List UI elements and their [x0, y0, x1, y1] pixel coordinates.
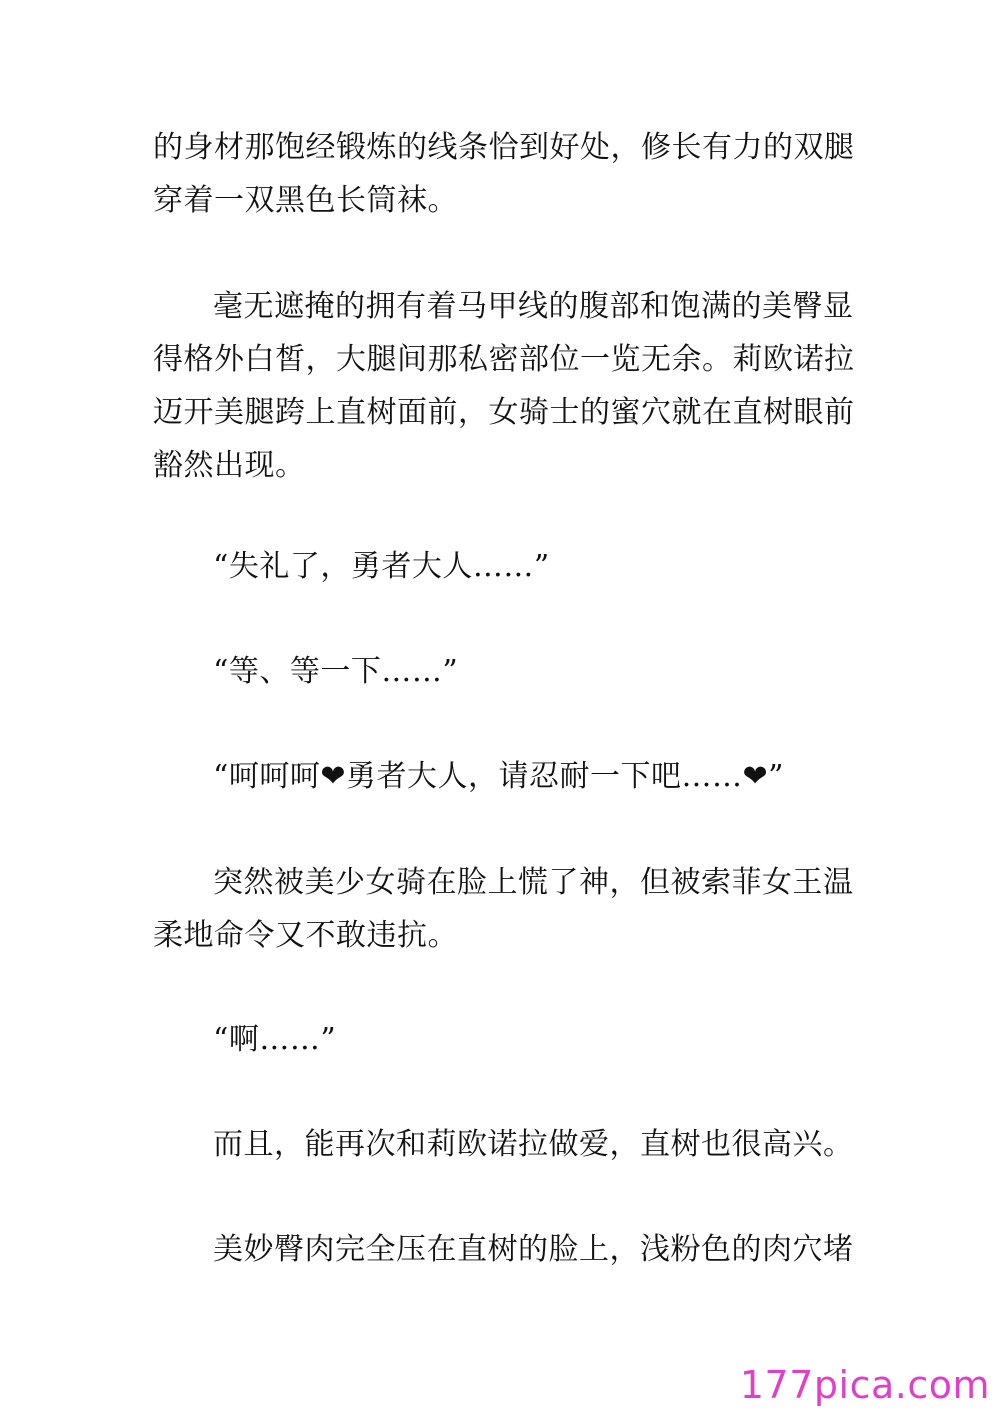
paragraph-3 [153, 540, 853, 593]
paragraph-line: 突然被美少女骑在脸上慌了神，但被索菲女王温 [213, 865, 854, 900]
dialogue-line: “啊……” [213, 1022, 337, 1057]
paragraph-4 [153, 645, 853, 698]
paragraph-line: 迈开美腿跨上直树面前，女骑士的蜜穴就在直树眼前 [153, 395, 855, 430]
paragraph-line: 穿着一双黑色长筒袜。 [153, 183, 458, 218]
paragraph-line: 豁然出现。 [153, 448, 306, 483]
watermark: 177pica.com [739, 1363, 990, 1407]
dialogue-line: “失礼了，勇者大人……” [213, 549, 550, 584]
paragraph-8 [153, 1118, 853, 1171]
paragraph-line: 毫无遮掩的拥有着马甲线的腹部和饱满的美臀显 [213, 289, 854, 324]
paragraph-line: 柔地命令又不敢违抗。 [153, 918, 458, 953]
dialogue-line: “呵呵呵❤勇者大人，请忍耐一下吧……❤” [213, 759, 784, 794]
paragraph-2 [153, 280, 853, 492]
paragraph-line: 美妙臀肉完全压在直树的脸上，浅粉色的肉穴堵 [213, 1232, 854, 1267]
paragraph-6 [153, 856, 853, 962]
paragraph-line: 而且，能再次和莉欧诺拉做爱，直树也很高兴。 [213, 1127, 854, 1162]
paragraph-line: 得格外白皙，大腿间那私密部位一览无余。莉欧诺拉 [153, 342, 855, 377]
paragraph-5 [153, 750, 853, 803]
paragraph-1 [153, 121, 853, 227]
dialogue-line: “等、等一下……” [213, 654, 459, 689]
paragraph-9 [153, 1223, 853, 1276]
paragraph-7 [153, 1013, 853, 1066]
paragraph-line: 的身材那饱经锻炼的线条恰到好处，修长有力的双腿 [153, 130, 855, 165]
